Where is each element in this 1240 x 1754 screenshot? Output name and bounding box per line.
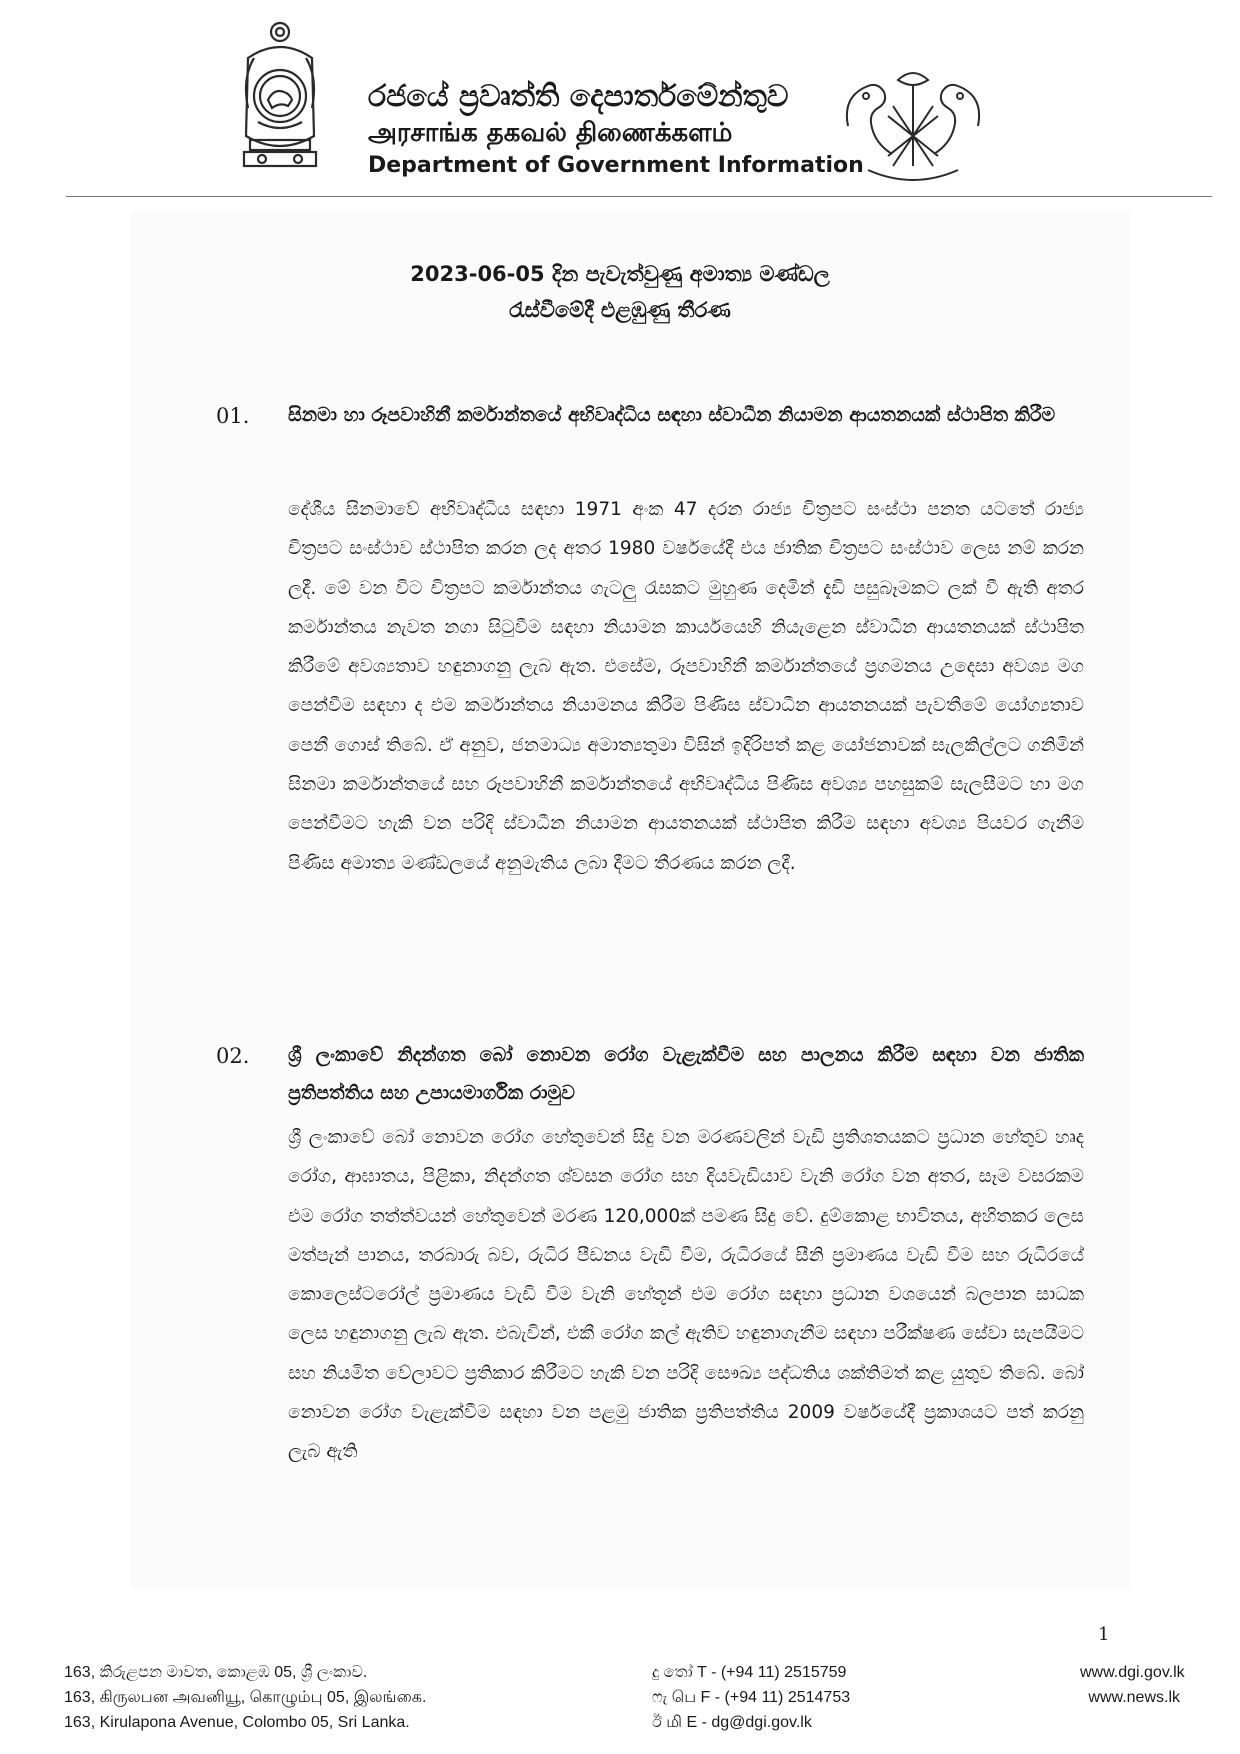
section-2-heading: ශ්‍රී ලංකාවේ නිදන්ගත බෝ නොවන රෝග වැළැක්වීම සහ පාලනය කිරීම සඳහා වන ජාතික ප්‍රතිපත්තිය සහ උපායමාර්ගික රාමුව xyxy=(288,1044,1084,1104)
websites xyxy=(1080,1660,1185,1710)
letterhead-footer xyxy=(0,1660,1240,1754)
section-1-body: දේශීය සිනමාවේ අභිවෘද්ධිය සඳහා 1971 අංක 47 දරන රාජ්‍ය චිත්‍රපට සංස්ථා පනත යටතේ රාජ්‍ය චිත්‍රපට සංස්ථාව ස්ථාපිත කරන ලද අතර 1980 වර්ෂයේදී එය ජාතික චිත්‍රපට සංස්ථාව ලෙස නම් කරන ලදී. මේ වන විට චිත්‍රපට කර්මාන්තය ගැටලු රැසකට මුහුණ දෙමින් දැඩි පසුබෑමකට ලක් වී ඇති අතර කර්මාන්තය නැවත නගා සිටුවීම සඳහා නියාමන කාර්යයෙහි නියැළෙන ස්වාධීන ආයතනයක් ස්ථාපිත කිරීමේ අවශ්‍යතාව හඳුනාගනු ලැබ ඇත. එසේම, රූපවාහිනී කර්මාන්තයේ ප්‍රගමනය උදෙසා අවශ්‍ය මග පෙන්වීම සඳහා ද එම කර්මාන්තය නියාමනය කිරීම පිණිස ස්වාධීන ආයතනයක් පැවතීමේ යෝග්‍යතාව පෙනී ගොස් තිබේ. ඒ අනුව, ජනමාධ්‍ය අමාත්‍යතුමා විසින් ඉදිරිපත් කළ යෝජනාවක් සැලකිල්ලට ගනිමින් සිනමා කර්මාන්තයේ සහ රූපවාහිනී කර්මාන්තයේ අභිවෘද්ධිය පිණිස අවශ්‍ය පහසුකම් සැලසීමට හා මග පෙන්වීමට හැකි වන පරිදි ස්වාධීන නියාමන ආයතනයක් ස්ථාපිත කිරීම සඳහා අවශ්‍ය පියවර ගැනීම පිණිස අමාත්‍ය මණ්ඩලයේ අනුමැතිය ලබා දීමට තීරණය කරන ලදී. xyxy=(288,499,1084,874)
website-dgi-link[interactable]: www.dgi.gov.lk xyxy=(1080,1664,1185,1681)
header-divider xyxy=(66,196,1212,197)
department-titles xyxy=(368,78,864,182)
page-number: 1 xyxy=(1098,1624,1110,1645)
fax: ෆැ பெ F - (+94 11) 2514753 xyxy=(652,1689,851,1706)
document-title-line-1: 2023-06-05 දින පැවැත්වුණු අමාත්‍ය මණ්ඩල xyxy=(410,262,830,286)
section-1-number: 01. xyxy=(216,404,250,428)
department-name-tamil: அரசாங்க தகவல் திணைக்களம் xyxy=(368,118,733,148)
department-name-english: Department of Government Information xyxy=(368,153,864,178)
section-2-body: ශ්‍රී ලංකාවේ බෝ නොවන රෝග හේතුවෙන් සිදු වන මරණවලින් වැඩි ප්‍රතිශතයකට ප්‍රධාන හේතුව හෘද රෝග, ආඝාතය, පිළිකා, නිදන්ගත ශ්වසන රෝග සහ දියවැඩියාව වැනි රෝග වන අතර, සෑම වසරකම එම රෝග තත්ත්වයන් හේතුවෙන් මරණ 120,000ක් පමණ සිදු වේ. දුම්කොළ භාවිතය, අහිතකර ලෙස මත්පැන් පානය, තරබාරු බව, රුධිර පීඩනය වැඩි වීම, රුධිරයේ සීනි ප්‍රමාණය වැඩි වීම සහ රුධිරයේ කොලෙස්ටරෝල් ප්‍රමාණය වැඩි වීම වැනි හේතූන් එම රෝග සඳහා ප්‍රධාන වශයෙන් බලපාන සාධක ලෙස හඳුනාගනු ලැබ ඇත. එබැවින්, එකී රෝග කල් ඇතිව හඳුනාගැනීම සඳහා පරීක්ෂණ සේවා සැපයීමට සහ නියමිත වේලාවට ප්‍රතිකාර කිරීමට හැකි වන පරිදි සෞඛ්‍ය පද්ධතිය ශක්තිමත් කළ යුතුව තිබේ. බෝ නොවන රෝග වැළැක්වීම සඳහා වන පළමු ජාතික ප්‍රතිපත්තිය 2009 වර්ෂයේදී ප්‍රකාශයට පත් කරනු ලැබ ඇති xyxy=(288,1127,1084,1463)
twin-lion-logo-icon xyxy=(838,66,988,184)
letterhead xyxy=(0,0,1240,196)
section-2-number: 02. xyxy=(216,1044,250,1068)
section-1-heading: සිනමා හා රූපවාහිනී කර්මාන්තයේ අභිවෘද්ධිය සඳහා ස්වාධීන නියාමන ආයතනයක් ස්ථාපිත කිරීම xyxy=(288,404,1056,426)
email[interactable]: ඊ மி E - dg@dgi.gov.lk xyxy=(652,1714,812,1731)
address-tamil: 163, கிருலபன அவனியூ, கொழும்பு 05, இலங்கை. xyxy=(64,1689,427,1706)
postal-address xyxy=(64,1660,426,1735)
department-name-sinhala: රජයේ ප්‍රවෘත්ති දෙපාර්තමේන්තුව xyxy=(368,79,789,114)
contact-details xyxy=(652,1660,850,1735)
address-sinhala: 163, කිරුළපන මාවත, කොළඹ 05, ශ්‍රී ලංකාව. xyxy=(64,1664,368,1681)
address-english: 163, Kirulapona Avenue, Colombo 05, Sri Lanka. xyxy=(64,1714,410,1731)
sri-lanka-emblem-icon xyxy=(228,18,332,178)
website-news-link[interactable]: www.news.lk xyxy=(1088,1689,1180,1706)
document-title-line-2: රැස්වීමේදී එළඹුණු තීරණ xyxy=(509,298,731,322)
telephone: දු තෝ T - (+94 11) 2515759 xyxy=(652,1664,847,1681)
